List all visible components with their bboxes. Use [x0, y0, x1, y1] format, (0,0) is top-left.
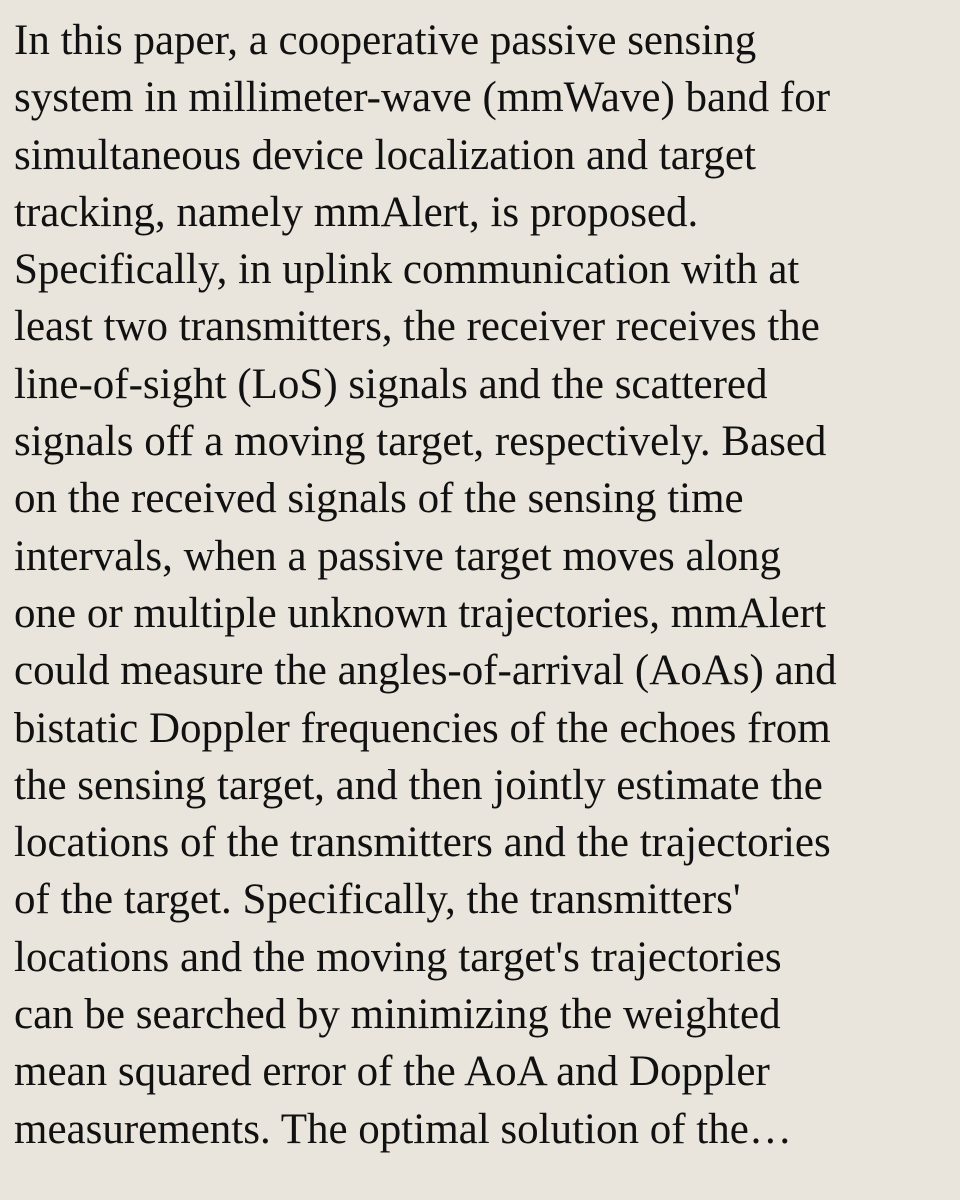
text-line: line-of-sight (LoS) signals and the scattered	[14, 360, 768, 408]
text-line: the sensing target, and then jointly estimate the	[14, 761, 823, 809]
text-line: In this paper, a cooperative passive sensing	[14, 17, 757, 64]
text-line: could measure the angles-of-arrival (AoAs) and	[14, 647, 837, 695]
text-line: signals off a moving target, respectively. Based	[14, 418, 827, 466]
text-line: bistatic Doppler frequencies of the echoes from	[14, 704, 831, 752]
text-line: locations and the moving target's trajectories	[14, 933, 782, 981]
text-line: simultaneous device localization and target	[14, 131, 756, 179]
text-line: mean squared error of the AoA and Doppler	[14, 1048, 770, 1096]
text-line: Specifically, in uplink communication with at	[14, 246, 800, 294]
text-line: least two transmitters, the receiver receives the	[14, 303, 820, 351]
text-line: on the received signals of the sensing time	[14, 475, 744, 523]
abstract-paragraph	[14, 12, 952, 1158]
text-line: of the target. Specifically, the transmitters'	[14, 876, 741, 924]
text-line: system in millimeter-wave (mmWave) band for	[14, 74, 831, 122]
text-line: one or multiple unknown trajectories, mmAlert	[14, 589, 827, 637]
text-line: locations of the transmitters and the trajectories	[14, 819, 831, 867]
text-line: tracking, namely mmAlert, is proposed.	[14, 188, 699, 236]
text-line: intervals, when a passive target moves along	[14, 532, 782, 580]
text-line: can be searched by minimizing the weighted	[14, 991, 781, 1039]
text-line: measurements. The optimal solution of the…	[14, 1105, 792, 1153]
